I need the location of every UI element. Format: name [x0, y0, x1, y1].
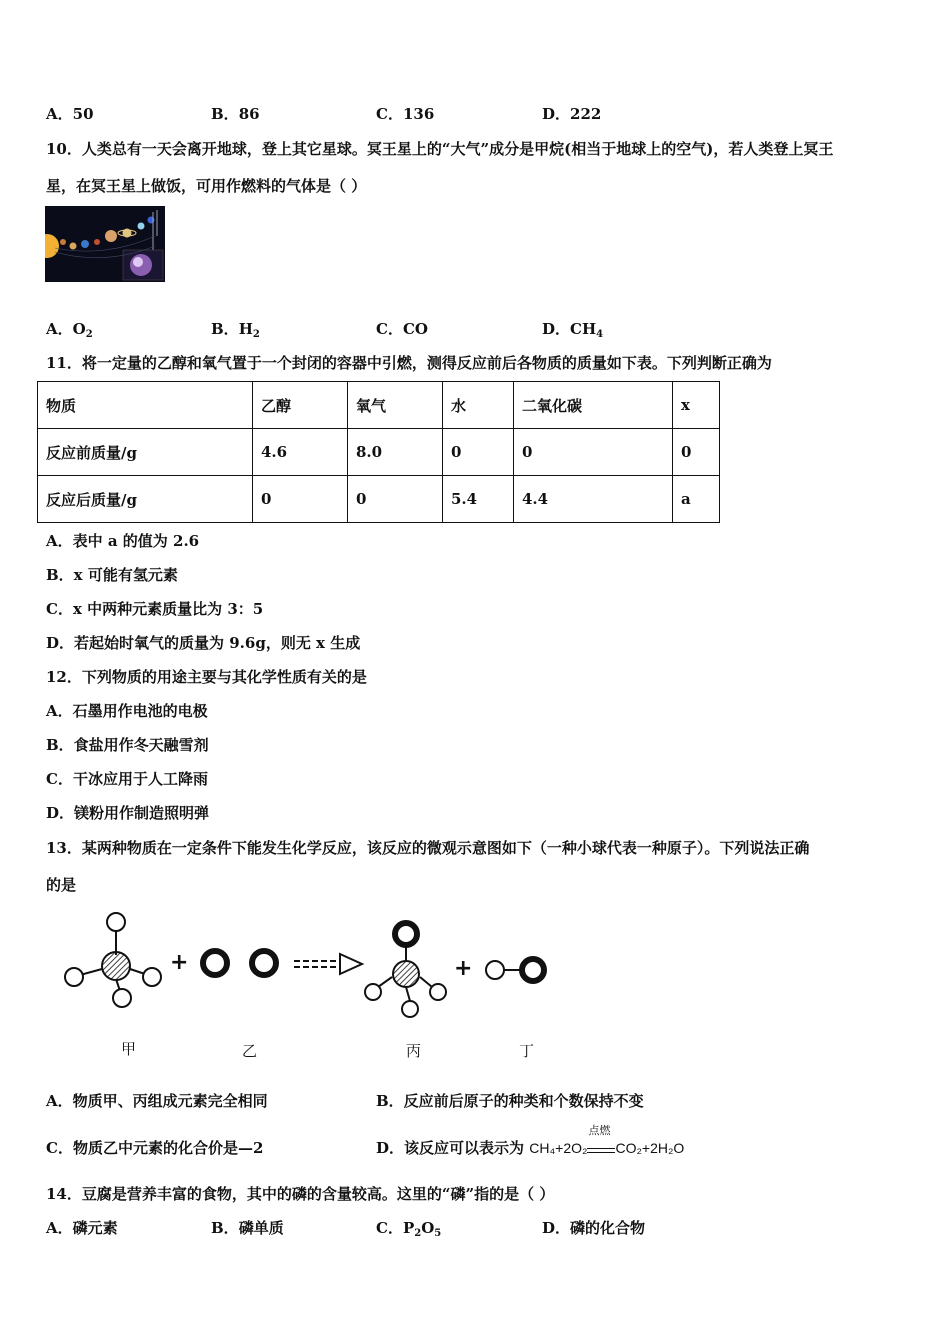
q13-stem-line1: 13．某两种物质在一定条件下能发生化学反应，该反应的微观示意图如下（一种小球代表一种原子）。下列说法正确 [46, 839, 810, 857]
q10-stem-line2: 星，在冥王星上做饭，可用作燃料的气体是（ ） [46, 177, 367, 195]
equals-sign [587, 1148, 615, 1153]
table-cell: 5.4 [443, 476, 514, 523]
equation-products: CO₂+2H₂O [615, 1140, 685, 1156]
q11-option-c: C．x 中两种元素质量比为 3：5 [46, 600, 264, 618]
molecule-yi [203, 951, 276, 975]
mass-table [37, 381, 720, 523]
q12-stem: 12．下列物质的用途主要与其化学性质有关的是 [46, 668, 367, 686]
table-cell: 8.0 [348, 429, 443, 476]
q14-option-b: B．磷单质 [211, 1219, 284, 1237]
q13-option-c: C．物质乙中元素的化合价是—2 [46, 1139, 264, 1157]
q9-option-b: B．86 [211, 105, 260, 123]
caption-jia: 甲 [121, 1040, 137, 1058]
equation-reactants: CH₄+2O₂ [529, 1140, 588, 1156]
q9-option-c: C．136 [376, 105, 435, 123]
q12-option-b: B．食盐用作冬天融雪剂 [46, 736, 209, 754]
caption-yi: 乙 [242, 1042, 258, 1060]
q11-option-d: D．若起始时氧气的质量为 9.6g，则无 x 生成 [46, 634, 361, 652]
equation-condition [587, 1123, 615, 1153]
table-cell: 二氧化碳 [514, 382, 673, 429]
q10-option-b: B．$H_2$ [211, 320, 260, 340]
svg-text:+: + [170, 950, 189, 975]
table-row [38, 429, 720, 476]
q10-option-d: D．$CH_4$ [542, 320, 604, 340]
q9-option-a: A．50 [46, 105, 94, 123]
q13-stem-line2: 的是 [46, 876, 77, 894]
q10-option-c: C．CO [376, 320, 428, 338]
solar-system-image [45, 206, 165, 282]
table-cell: 氧气 [348, 382, 443, 429]
caption-bing: 丙 [406, 1042, 422, 1060]
reaction-diagram [60, 905, 560, 1030]
molecule-ding [486, 959, 544, 981]
q14-option-c: C．$P_2O_5$ [376, 1219, 442, 1239]
q12-option-c: C．干冰应用于人工降雨 [46, 770, 208, 788]
q13-option-b: B．反应前后原子的种类和个数保持不变 [376, 1092, 644, 1110]
q10-option-a: A．$O_2$ [46, 320, 93, 340]
q14-option-d: D．磷的化合物 [542, 1219, 646, 1237]
q12-option-a: A．石墨用作电池的电极 [46, 702, 208, 720]
table-cell: a [673, 476, 720, 523]
table-cell: 0 [253, 476, 348, 523]
table-cell: 4.6 [253, 429, 348, 476]
table-cell: x [673, 382, 720, 429]
table-cell: 反应前质量/g [38, 429, 253, 476]
table-cell: 0 [673, 429, 720, 476]
q11-stem: 11．将一定量的乙醇和氧气置于一个封闭的容器中引燃，测得反应前后各物质的质量如下表。下列判断正确为 [46, 354, 772, 372]
table-row [38, 476, 720, 523]
molecule-jia [65, 913, 161, 1007]
table-cell: 0 [348, 476, 443, 523]
q13-option-d-prefix: D．该反应可以表示为 [376, 1139, 530, 1157]
q12-option-d: D．镁粉用作制造照明弹 [46, 804, 210, 822]
table-cell: 水 [443, 382, 514, 429]
table-cell: 0 [443, 429, 514, 476]
q9-option-d: D．222 [542, 105, 602, 123]
svg-text:+: + [454, 956, 473, 981]
table-cell: 0 [514, 429, 673, 476]
reaction-arrow [294, 954, 362, 974]
table-cell: 反应后质量/g [38, 476, 253, 523]
condition-label: 点燃 [588, 1123, 611, 1137]
q14-option-a: A．磷元素 [46, 1219, 118, 1237]
caption-ding: 丁 [519, 1042, 535, 1060]
table-header-row [38, 382, 720, 429]
table-cell: 乙醇 [253, 382, 348, 429]
q13-option-a: A．物质甲、丙组成元素完全相同 [46, 1092, 268, 1110]
q10-stem-line1: 10．人类总有一天会离开地球，登上其它星球。冥王星上的“大气”成分是甲烷(相当于地球上的空气)，若人类登上冥王 [46, 140, 834, 158]
q14-stem: 14．豆腐是营养丰富的食物，其中的磷的含量较高。这里的“磷”指的是（ ） [46, 1185, 555, 1203]
table-cell: 4.4 [514, 476, 673, 523]
molecule-bing [365, 923, 446, 1017]
q11-option-b: B．x 可能有氢元素 [46, 566, 178, 584]
table-cell: 物质 [38, 382, 253, 429]
q11-option-a: A．表中 a 的值为 2.6 [46, 532, 200, 550]
q13-option-d [376, 1123, 685, 1158]
